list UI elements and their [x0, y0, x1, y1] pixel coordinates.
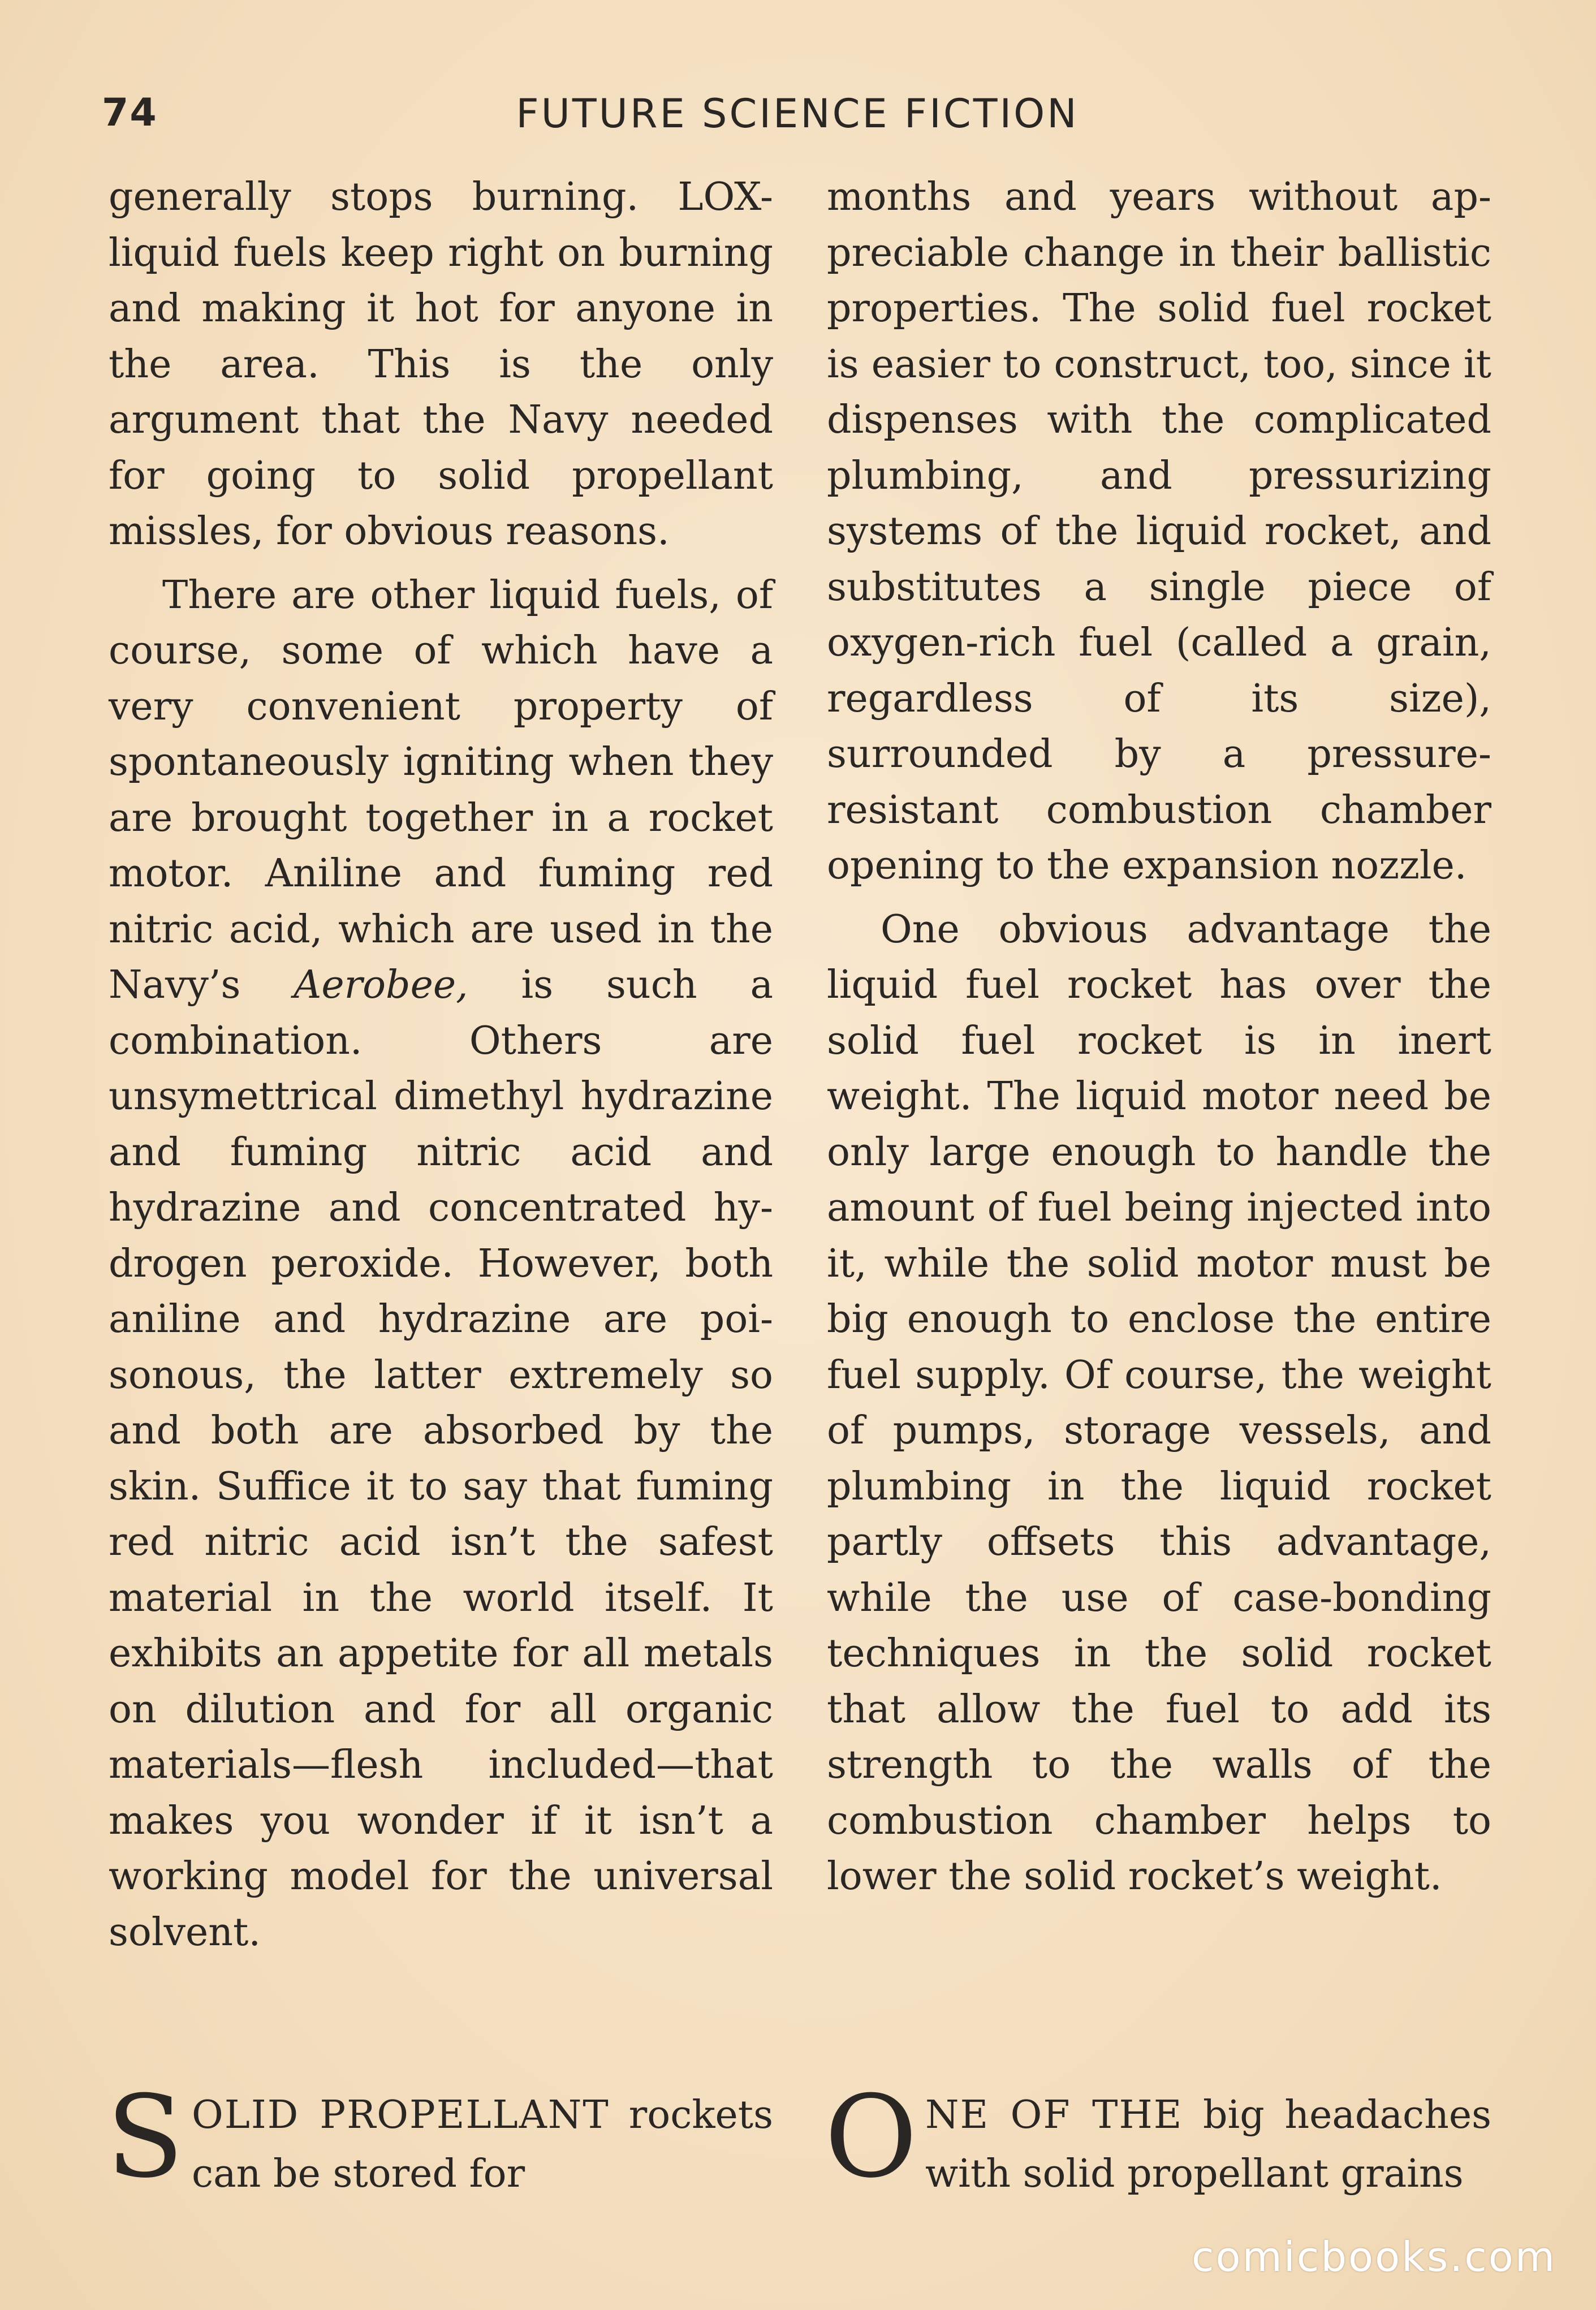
left-paragraph-2-part-b: is such a combination. Others are unsymettrical dimethyl hydrazine and fuming nitric acid and hydrazine and concentrated hydrogen peroxide. However, both aniline and hydrazine are poisonous, the latter extremely so and both are absorbed by the skin. Suffice it to say that fuming red nitric acid isn’t the safest material in the world itself. It exhibits an appetite for all metals on dilution and for all organic materials—flesh included—that makes you wonder if it isn’t a working model for the universal solvent.	[109, 963, 774, 1955]
left-column	[109, 170, 773, 1960]
section-solid-propellant	[106, 2071, 773, 2204]
section-lead-one-of-the: NE OF THE	[925, 2093, 1183, 2137]
page-number: 74	[102, 90, 158, 135]
drop-cap-o: O	[825, 2071, 917, 2203]
aerobee-italic: Aerobee,	[294, 963, 468, 1007]
section-one-of-the	[825, 2071, 1492, 2204]
left-paragraph-2	[109, 568, 773, 1961]
left-paragraph-1: generally stops burning. LOX-liquid fuels keep right on burning and making it hot for anyone in the area. This is the only argument that the Navy needed for going to solid propellant missles, for obvious reasons.	[109, 175, 773, 554]
section-text-right: big headaches with solid propellant grains	[925, 2093, 1492, 2196]
right-column	[827, 170, 1491, 1905]
section-text-left: rockets can be stored for	[192, 2093, 773, 2196]
left-paragraph-2-part-a: There are other liquid fuels, of course, some of which have a very convenient property of spontaneously igniting when they are brought together in a rocket motor. Aniline and fuming red nitric acid, which are used in the Navy’s	[109, 572, 773, 1007]
running-title: FUTURE SCIENCE FICTION	[516, 90, 1079, 137]
right-paragraph-1: months and years without appreciable change in their ballistic properties. The solid fuel rocket is easier to construct, too, since it dispenses with the complicated plumbing, and pressurizing systems of the liquid rocket, and substitutes a single piece of oxygen-rich fuel (called a grain, regardless of its size), surrounded by a pressure-resistant combustion chamber opening to the expansion nozzle.	[827, 175, 1491, 888]
page-header	[102, 90, 1493, 153]
watermark: comicbooks.com	[1191, 2233, 1556, 2281]
section-lead-solid-propellant: OLID PROPELLANT	[192, 2093, 610, 2137]
drop-cap-s: S	[106, 2071, 184, 2203]
right-paragraph-2: One obvious advantage the liquid fuel rocket has over the solid fuel rocket is in inert weight. The liquid motor need be only large enough to handle the amount of fuel being injected into it, while the solid motor must be big enough to enclose the entire fuel supply. Of course, the weight of pumps, storage vessels, and plumbing in the liquid rocket partly offsets this advantage, while the use of case-bonding techniques in the solid rocket that allow the fuel to add its strength to the walls of the combustion chamber helps to lower the solid rocket’s weight.	[827, 907, 1491, 1899]
